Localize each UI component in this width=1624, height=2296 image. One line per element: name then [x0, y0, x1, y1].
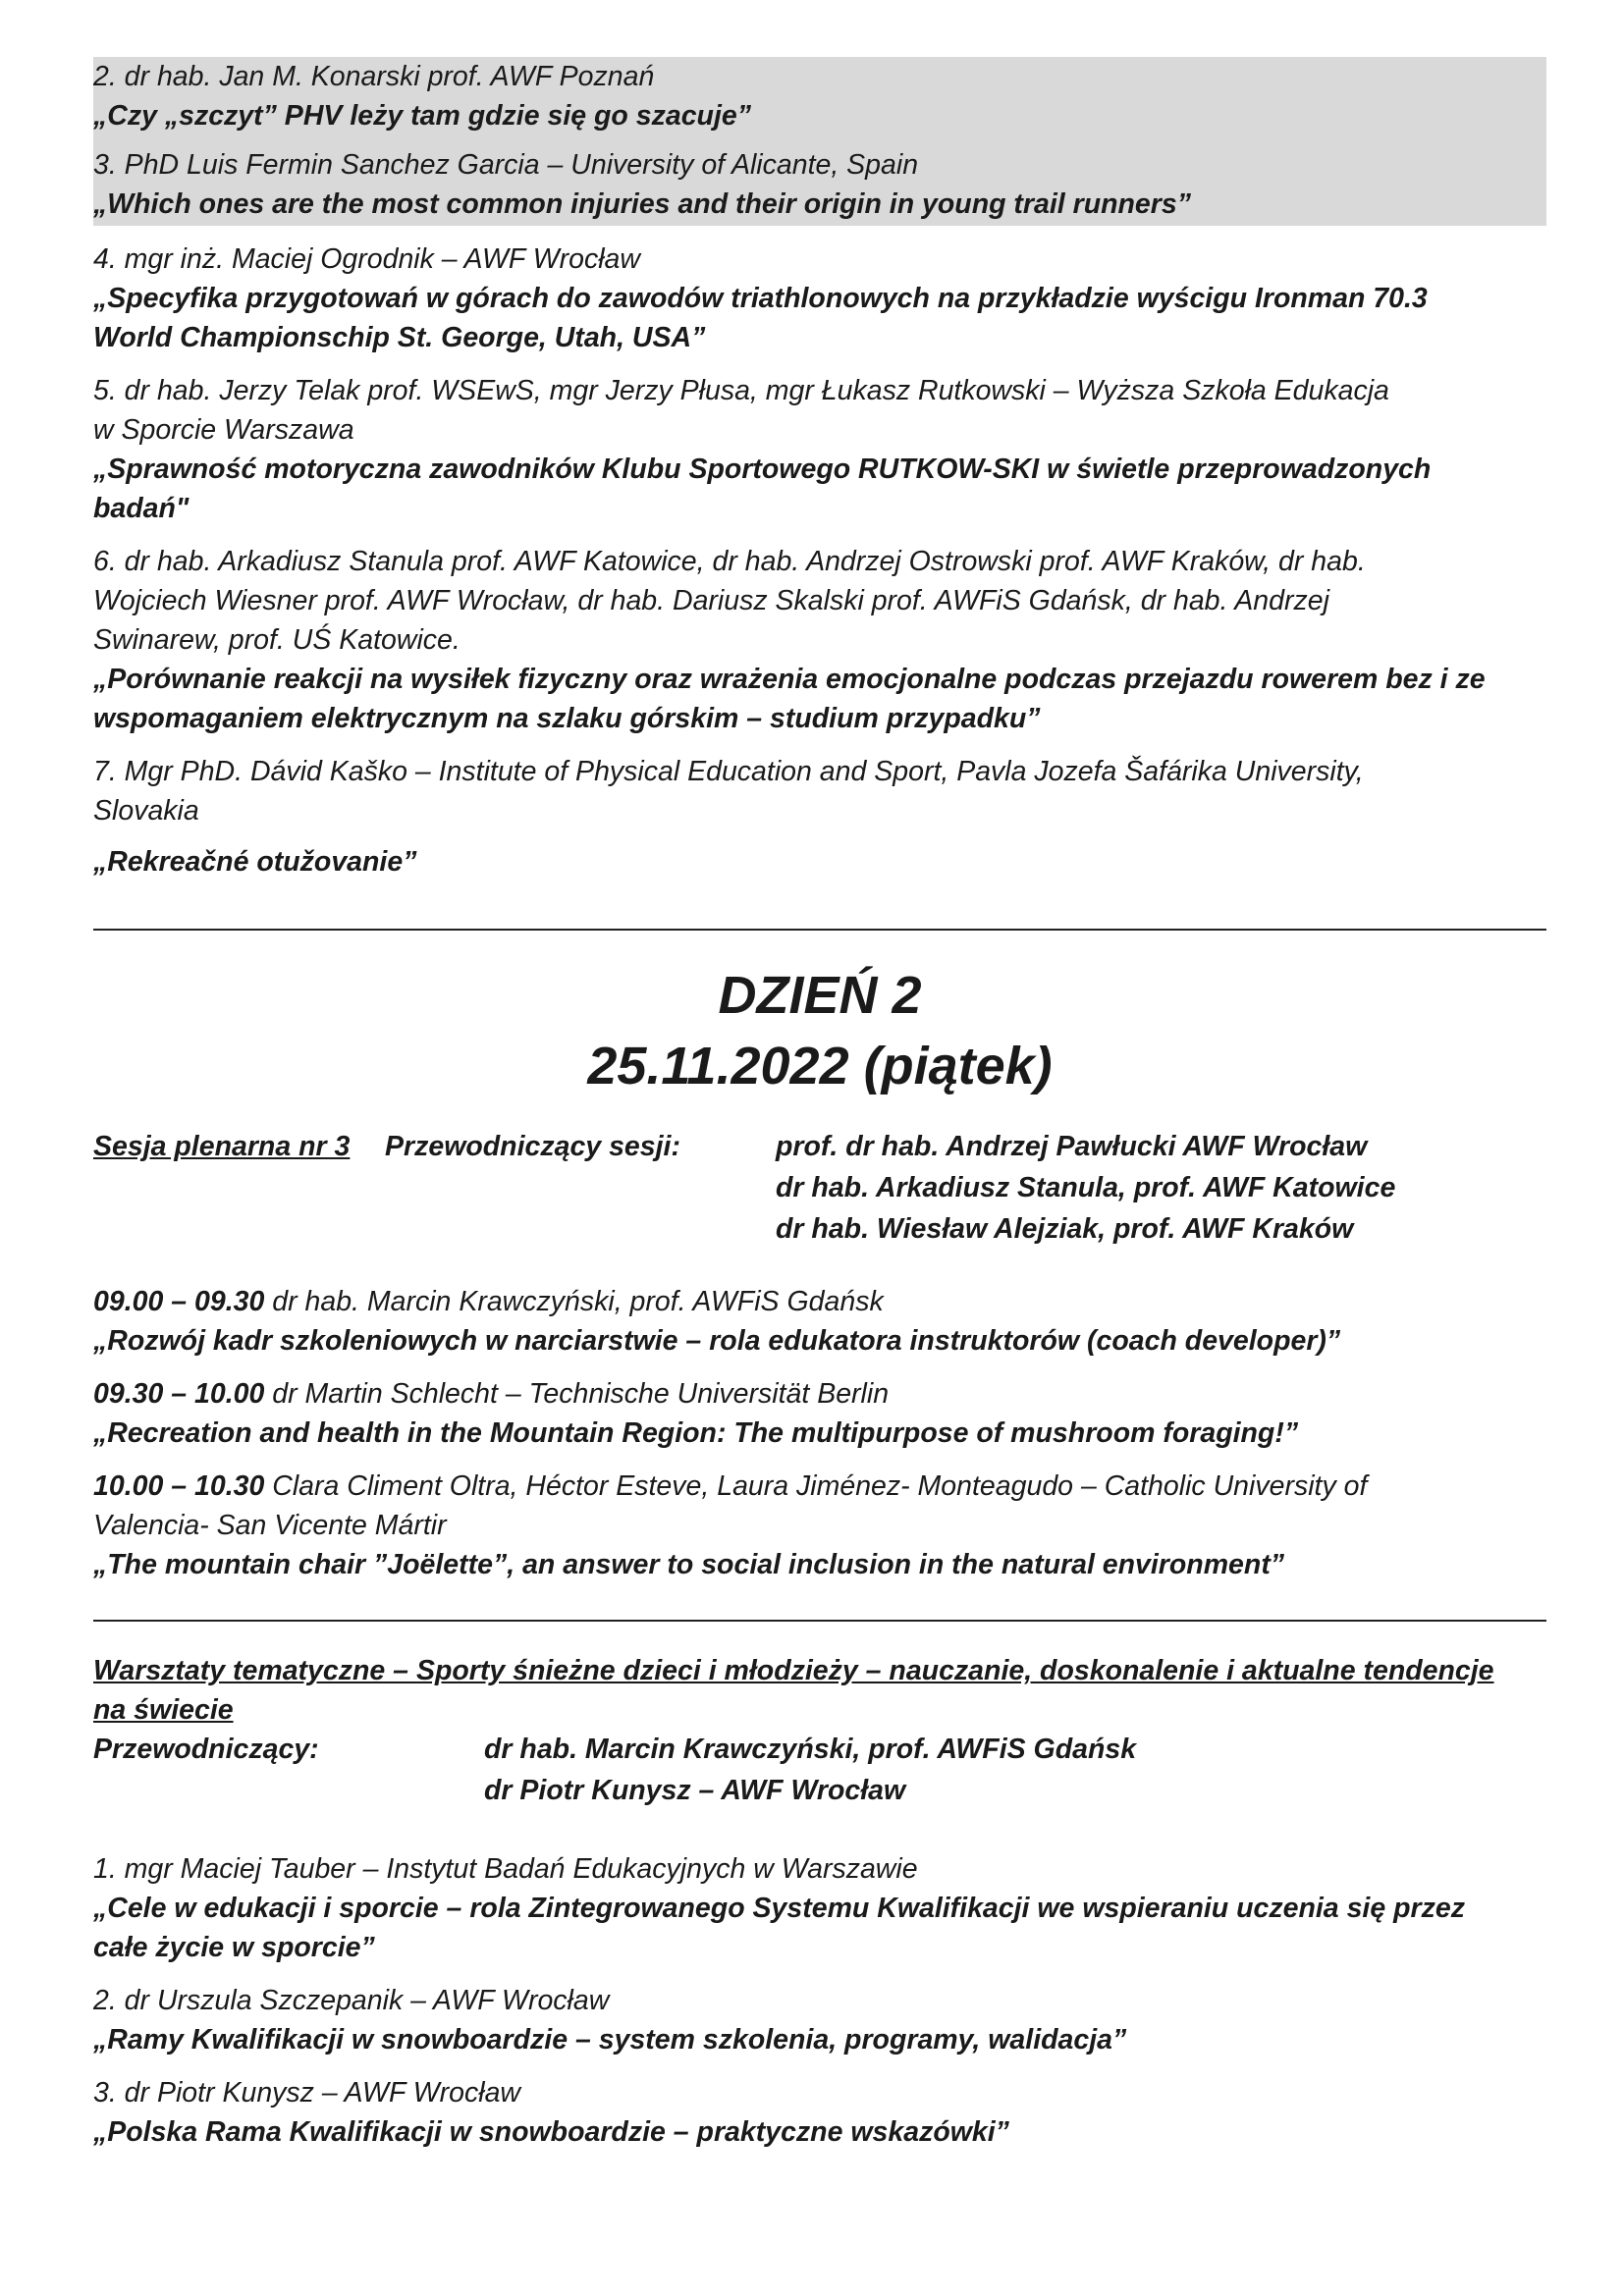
- workshop-title: na świecie: [93, 1694, 234, 1726]
- talk-title: „Which ones are the most common injuries and their origin in young trail runners”: [93, 188, 1191, 220]
- session-header: [93, 1127, 1546, 1251]
- talk-title: „Rozwój kadr szkoleniowych w narciarstwie – rola edukatora instruktorów (coach developer)”: [93, 1325, 1341, 1357]
- talk-item: [93, 752, 1546, 881]
- talk-title: „Polska Rama Kwalifikacji w snowboardzie – praktyczne wskazówki”: [93, 2116, 1009, 2148]
- session-talk: [93, 1374, 1546, 1453]
- session-chair-label: Przewodniczący sesji:: [385, 1131, 680, 1162]
- talk-title: „Czy „szczyt” PHV leży tam gdzie się go szacuje”: [93, 100, 751, 132]
- talk-author: 5. dr hab. Jerzy Telak prof. WSEwS, mgr Jerzy Płusa, mgr Łukasz Rutkowski – Wyższa Szkoła Edukacja: [93, 375, 1389, 406]
- workshop-talk: [93, 2073, 1546, 2152]
- session-chair: dr hab. Arkadiusz Stanula, prof. AWF Katowice: [776, 1172, 1396, 1203]
- talk-author: Valencia- San Vicente Mártir: [93, 1510, 447, 1541]
- session-label: Sesja plenarna nr 3: [93, 1131, 351, 1162]
- talk-title: „Porównanie reakcji na wysiłek fizyczny oraz wrażenia emocjonalne podczas przejazdu rowerem bez i ze: [93, 664, 1486, 695]
- talk-time: 09.30 – 10.00: [93, 1378, 265, 1410]
- session-chair: prof. dr hab. Andrzej Pawłucki AWF Wrocław: [776, 1131, 1368, 1162]
- talk-title: „The mountain chair ”Joëlette”, an answer to social inclusion in the natural environment”: [93, 1549, 1285, 1580]
- talk-title: badań": [93, 493, 189, 524]
- workshop-chair: dr hab. Marcin Krawczyński, prof. AWFiS Gdańsk: [484, 1734, 1137, 1765]
- workshop-title: Warsztaty tematyczne – Sporty śnieżne dzieci i młodzieży – nauczanie, doskonalenie i aktualne tendencje: [93, 1655, 1494, 1686]
- talk-author: 1. mgr Maciej Tauber – Instytut Badań Edukacyjnych w Warszawie: [93, 1853, 918, 1885]
- talk-title: „Ramy Kwalifikacji w snowboardzie – system szkolenia, programy, walidacja”: [93, 2024, 1127, 2056]
- talk-item: [93, 371, 1546, 528]
- talk-author: Slovakia: [93, 795, 199, 827]
- workshop-chair-label: Przewodniczący:: [93, 1734, 319, 1765]
- talk-author: dr hab. Marcin Krawczyński, prof. AWFiS Gdańsk: [272, 1286, 884, 1317]
- talk-author: 4. mgr inż. Maciej Ogrodnik – AWF Wrocław: [93, 243, 640, 275]
- day-heading: DZIEŃ 2: [718, 966, 922, 1025]
- talk-author: 7. Mgr PhD. Dávid Kaško – Institute of Physical Education and Sport, Pavla Jozefa Šafárika University,: [93, 756, 1364, 787]
- day-date: 25.11.2022 (piątek): [587, 1037, 1053, 1095]
- session-talk: [93, 1282, 1546, 1361]
- talk-author: 2. dr hab. Jan M. Konarski prof. AWF Poznań: [93, 61, 655, 92]
- session-chair: dr hab. Wiesław Alejziak, prof. AWF Kraków: [776, 1213, 1354, 1245]
- talk-item: [93, 145, 1546, 224]
- talk-title: wspomaganiem elektrycznym na szlaku górskim – studium przypadku”: [93, 703, 1041, 734]
- talk-author: 3. PhD Luis Fermin Sanchez Garcia – University of Alicante, Spain: [93, 149, 919, 181]
- highlighted-talks: [93, 57, 1546, 226]
- talk-author: 6. dr hab. Arkadiusz Stanula prof. AWF Katowice, dr hab. Andrzej Ostrowski prof. AWF Kraków, dr hab.: [93, 546, 1366, 577]
- talk-title: „Specyfika przygotowań w górach do zawodów triathlonowych na przykładzie wyścigu Ironman 70.3: [93, 283, 1428, 314]
- document-page: [93, 57, 1546, 2165]
- talk-author: dr Martin Schlecht – Technische Universität Berlin: [272, 1378, 890, 1410]
- talk-time: 10.00 – 10.30: [93, 1470, 265, 1502]
- session-talk: [93, 1467, 1546, 1584]
- talk-title: „Rekreačné otužovanie”: [93, 846, 417, 878]
- workshop-header: [93, 1651, 1546, 1812]
- talk-author: Clara Climent Oltra, Héctor Esteve, Laura Jiménez- Monteagudo – Catholic University of: [272, 1470, 1368, 1502]
- talk-author: Wojciech Wiesner prof. AWF Wrocław, dr hab. Dariusz Skalski prof. AWFiS Gdańsk, dr hab. Andrzej: [93, 585, 1329, 616]
- talk-title: „Sprawność motoryczna zawodników Klubu Sportowego RUTKOW-SKI w świetle przeprowadzonych: [93, 454, 1432, 485]
- talk-title: całe życie w sporcie”: [93, 1932, 375, 1963]
- talk-author: 3. dr Piotr Kunysz – AWF Wrocław: [93, 2077, 521, 2109]
- talk-author: w Sporcie Warszawa: [93, 414, 354, 446]
- talk-item: [93, 57, 1546, 145]
- talk-title: „Cele w edukacji i sporcie – rola Zintegrowanego Systemu Kwalifikacji we wspieraniu uczenia się przez: [93, 1893, 1465, 1924]
- talk-title: „Recreation and health in the Mountain Region: The multipurpose of mushroom foraging!”: [93, 1417, 1299, 1449]
- talk-item: [93, 542, 1546, 738]
- workshop-talk: [93, 1981, 1546, 2059]
- talk-time: 09.00 – 09.30: [93, 1286, 265, 1317]
- talk-item: [93, 240, 1546, 357]
- talk-author: 2. dr Urszula Szczepanik – AWF Wrocław: [93, 1985, 610, 2016]
- workshop-talk: [93, 1849, 1546, 1967]
- talk-author: Swinarew, prof. UŚ Katowice.: [93, 624, 460, 656]
- workshop-chair: dr Piotr Kunysz – AWF Wrocław: [484, 1775, 906, 1806]
- talk-title: World Championschip St. George, Utah, USA”: [93, 322, 706, 353]
